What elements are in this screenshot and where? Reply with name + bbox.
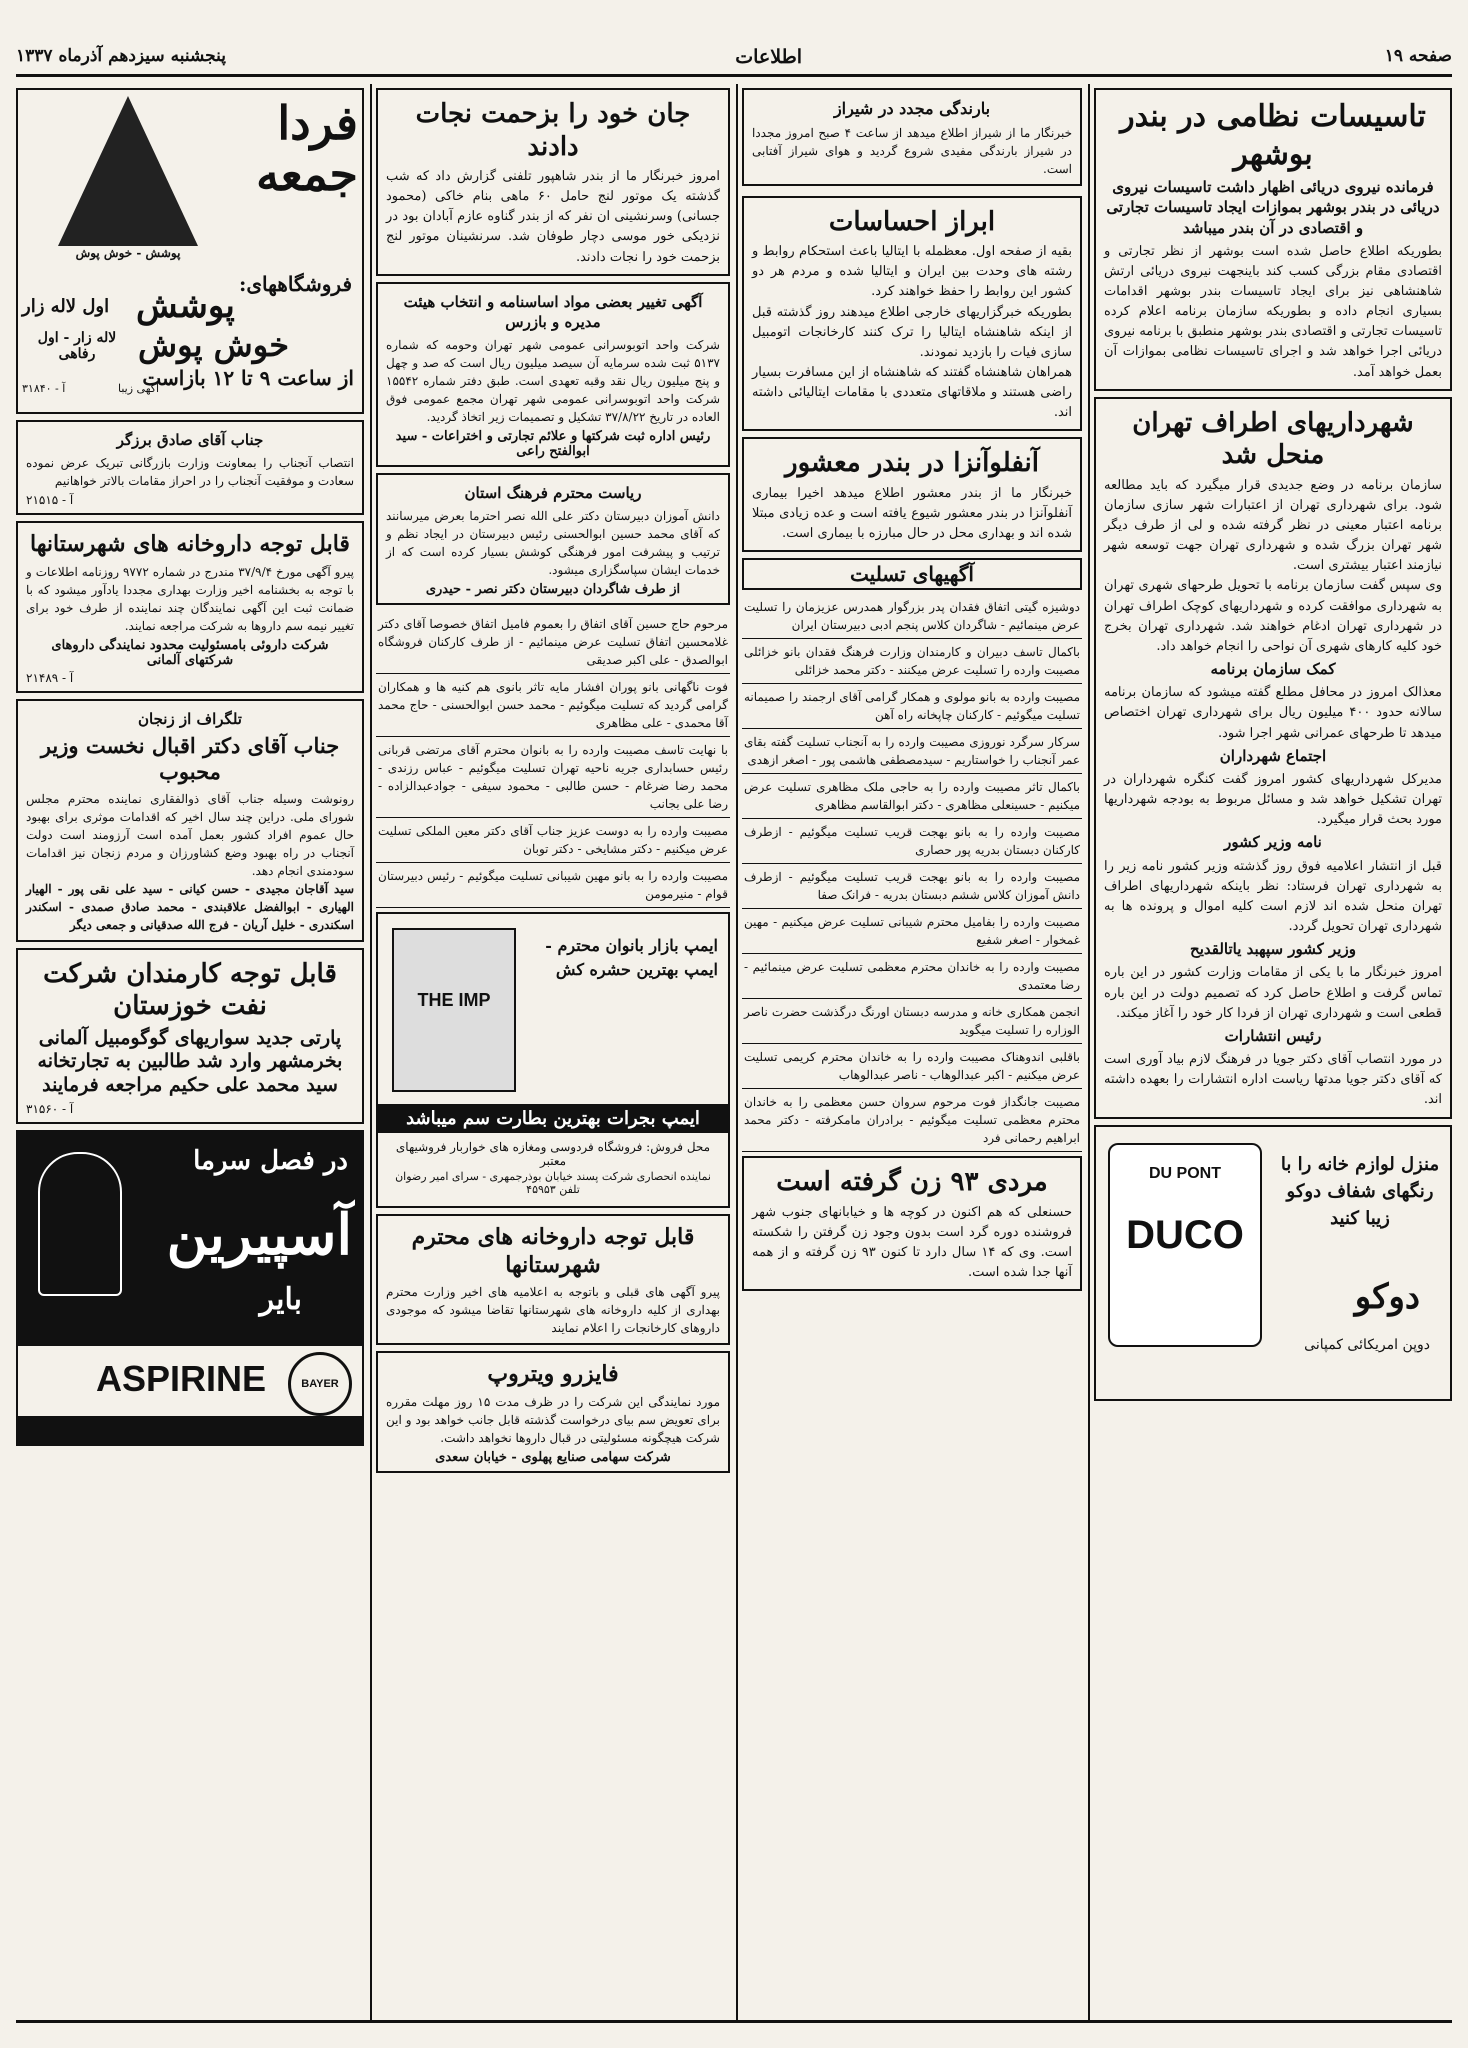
- duco-logo: DUCO: [1126, 1212, 1244, 1257]
- military-article: [1094, 88, 1452, 391]
- condolence-notice: مرحوم حاج حسین آقای اتفاق را بعموم فامیل اتفاق خصوصا آقای دکتر غلامحسین اتفاق تسلیت عرض مینمائیم - از طرف کارکنان فروشگاه ابوالصدق - علی اکبر صدیقی: [376, 611, 730, 674]
- aspirin-season: در فصل سرما: [193, 1145, 348, 1176]
- insecticide-can-icon: [392, 928, 516, 1092]
- condolence-notice: مصیبت وارده را به خاندان محترم معظمی تسلیت عرض مینمائیم - رضا معتمدی: [742, 954, 1082, 999]
- notice-body: دانش آموزان دبیرستان دکتر علی الله نصر احترما بعرض میرسانند که آقای محمد حسین ابوالحسنی رئیس دبیرستان در ایجاد نظم و ترتیب و پیشرفت امور فرهنگی کوشش بسیار کرده است که از خدمات ایشان سپاسگزاری میشود.: [386, 509, 720, 578]
- ad-title: قابل توجه کارمندان شرکت نفت خوزستان: [43, 958, 337, 1021]
- article-body: امروز خبرنگار ما با یکی از مقامات وزارت کشور در این باره تماس گرفت و اطلاع حاصل کرد که تصمیم دولت در این باره قطعی است و شهرداری تهران از فردا کار خود را آغاز میکند.: [1104, 965, 1442, 1021]
- condolence-notice: با نهایت تاسف مصیبت وارده را به بانوان محترم آقای مرتضی قربانی رئیس حسابداری جریه ناحیه تهران تسلیت میگوئیم - عباس رزندی - محمد رضا ضرغام - حسن طالبی - محمود سیفی - جوادعبدالزاده - رضا علی بجانب: [376, 737, 730, 818]
- column-divider: [1088, 84, 1090, 2020]
- notice-title: فایزرو ویتروپ: [487, 1361, 619, 1388]
- aspirin-name: آسپیرین: [166, 1201, 352, 1268]
- notice-title: جناب آقای صادق برزگر: [116, 431, 264, 449]
- column-middle-right: [742, 84, 1082, 2020]
- duco-slogan: منزل لوازم خانه را با رنگهای شفاف دوکو زیبا کنید: [1280, 1153, 1440, 1229]
- article-body: خبرنگار ما از شیراز اطلاع میدهد از ساعت ۴ صبح امروز مجددا در شیراز بارندگی مفیدی شروع گردید و هوای شیراز آفتابی است.: [752, 125, 1072, 176]
- article-body: بطوریکه اطلاع حاصل شده است بوشهر از نظر تجارتی و اقتصادی مقام بزرگی کسب کند باینجهت نیروی دریائی ارتش شاهنشاهی نیز برای ایجاد تاسیسات بندر بوشهر اقدامات بسیاری انجام داده و بطوریکه سازمان برنامه اعلام کرده تاسیسات تجارتی و اقتصادی بندر بوشهر منطبق با برنامه نیروی دریائی اجرا خواهد شد و اجرای تاسیسات نظامی بموازات آن بعمل خواهد آمد.: [1104, 243, 1442, 380]
- notice-body: پیرو آگهی های قبلی و باتوجه به اعلامیه های اخیر وزارت محترم بهداری از کلیه داروخانه های شهرستانها تقاضا میشود که موجودی داروهای کارخانجات را اعلام نمایند: [386, 1285, 720, 1336]
- aspirin-bayer: بایر: [259, 1281, 302, 1317]
- duco-distributor: دوپن امریکائی کمپانی: [1304, 1336, 1430, 1353]
- article-body: بطوریکه خبرگزاریهای خارجی اطلاع میدهند روز گذشته قبل از اینکه شاهنشاه ایتالیا را ترک کنند کارخانجات اتومبیل سازی فیات را بازدید نمودند.: [752, 304, 1072, 360]
- registry-notice: [376, 282, 730, 468]
- notice-title: ریاست محترم فرهنگ استان: [464, 484, 642, 503]
- municipality-article: [1094, 397, 1452, 1119]
- condolence-notice: مصیبت وارده را به بانو بهجت قریب تسلیت میگوئیم - ازطرف کارکنان دبستان بدریه پور حصاری: [742, 819, 1082, 864]
- marriage-article: [742, 1156, 1082, 1291]
- ad-code: آ - ۲۱۴۸۹: [26, 670, 74, 685]
- condolence-notice: مصیبت وارده را به بانو بهجت قریب تسلیت میگوئیم - ازطرف دانش آموزان کلاس ششم دبستان بدریه - فرانک صفا: [742, 864, 1082, 909]
- notice-body: انتصاب آنجناب را بمعاونت وزارت بازرگانی تبریک عرض نموده سعادت و موفقیت آنجناب را در احراز مقامات بالاتر خواهانیم: [26, 456, 354, 489]
- notice-signature: رئیس اداره ثبت شرکتها و علائم تجارتی و اختراعات - سید ابوالفتح راعی: [395, 429, 711, 460]
- condolences-list: [376, 611, 730, 908]
- notice-signature: شرکت سهامی صنایع پهلوی - خیابان سعدی: [435, 1449, 671, 1465]
- vitrop-notice: [376, 1351, 730, 1473]
- article-headline: آنفلوآنزا در بندر معشور: [785, 448, 1039, 479]
- condolence-notice: مصیبت وارده را بفامیل محترم شیبانی تسلیت عرض میکنیم - مهین غمخوار - اصغر شفیع: [742, 909, 1082, 954]
- store-address: اول لاله زار: [22, 296, 110, 317]
- article-body: حسنعلی که هم اکنون در کوچه ها و خیابانهای جنوب شهر فروشنده دوره گرد است بدون وجود زن گرفتن را شکسته است. وی که ۱۴ سال دارد تا کنون ۹۳ زن گرفته و از همه آنها جدا شده است.: [752, 1204, 1072, 1281]
- condolences-heading: آگهیهای تسلیت: [742, 558, 1082, 590]
- article-headline: بارندگی مجدد در شیراز: [833, 99, 991, 118]
- article-body: خبرنگار ما از بندر معشور اطلاع میدهد اخیرا بیماری آنفلوآنزا در بندر معشور شیوع یافته است و عده زیادی مبتلا شده اند و بهداری محل در حال مبارزه با بیماری است.: [752, 485, 1072, 542]
- article-headline: مردی ۹۳ زن گرفته است: [776, 1167, 1048, 1198]
- column-middle-left: [376, 84, 730, 2020]
- article-body: بقیه از صفحه اول. معظمله با ایتالیا باعث استحکام روابط و رشته های وحدت بین ایران و ایتالیا شده و مردم هر دو کشور این روابط را حفظ خواهند کرد.: [752, 244, 1072, 300]
- condolence-notice: مصیبت جانگداز فوت مرحوم سروان حسن معظمی را به خاندان محترم معظمی تسلیت میگوئیم - برادران مامکرفته - دکتر محمد ابراهیم رحمانی فرد: [742, 1089, 1082, 1152]
- header-rule: [16, 74, 1452, 77]
- condolence-notice: دوشیزه گیتی اتفاق فقدان پدر بزرگوار همدرس عزیزمان را تسلیت عرض مینمائیم - شاگردان کلاس پنجم ادبی دبیرستان ایران: [742, 594, 1082, 639]
- article-subhead: اجتماع شهرداران: [1219, 746, 1327, 765]
- aspirine-logo: ASPIRINE: [95, 1357, 266, 1399]
- condolence-notice: مصیبت وارده به بانو مولوی و همکار گرامی آقای ارجمند را صمیمانه تسلیت میگوئیم - کارکنان چاپخانه راه آهن: [742, 684, 1082, 729]
- ad-agency: آگهی زیبا: [118, 382, 160, 395]
- issue-date: پنجشنبه سیزدهم آذرماه ۱۳۳۷: [16, 46, 226, 66]
- dupont-logo: DU PONT: [1149, 1164, 1221, 1182]
- store-name: خوش پوش: [138, 326, 290, 364]
- article-headline: شهرداریهای اطراف تهران منحل شد: [1132, 407, 1414, 471]
- article-headline: تاسیسات نظامی در بندر بوشهر: [1120, 99, 1426, 172]
- condolence-notice: سرکار سرگرد نوروزی مصیبت وارده را به آنجناب تسلیت گفته بقای عمر آنجناب را خواستاریم - سیدمصطفی هاشمی پور - اصغر ازهدی: [742, 729, 1082, 774]
- ad-friday: [256, 96, 358, 201]
- aspirin-footer: [18, 1346, 362, 1416]
- newspaper-name: اطلاعات: [735, 46, 802, 68]
- article-subhead: نامه وزیر کشور: [1224, 833, 1322, 852]
- article-body: همراهان شاهنشاه گفتند که شاهنشاه از این مسافرت بسیار راضی هستند و ملاقاتهای متعددی با مقامات ایتالیائی داشته اند.: [752, 364, 1072, 421]
- condolence-notice: فوت ناگهانی بانو پوران افشار مایه تاثر بانوی هم کنیه ها و همکاران گرامی گردید که تسلیت میگوئیم - محمد حسن ابوالحسنی - حاج محمد آقا محمدی - علی مظاهری: [376, 674, 730, 737]
- duco-advertisement: [1094, 1125, 1452, 1401]
- notice-body: شرکت واحد اتوبوسرانی عمومی شهر تهران وحومه که شماره ۵۱۳۷ ثبت شده سرمایه آن سیصد میلیون ریال است که صد و چهل و پنج میلیون ریال نقد وقبه تعهدی است. طبق دفتر شماره ۱۵۵۴۲ شرکت واحد اتوبوسرانی عمومی شهر تهران مجمع عمومی فوق العاده در تاریخ ۳۷/۸/۲۲ تشکیل و تصمیمات زیر اتخاذ گردید.: [386, 338, 720, 425]
- aspirin-advertisement: [16, 1130, 364, 1446]
- footer-rule: [16, 2020, 1452, 2023]
- column-divider: [736, 84, 738, 2020]
- emotions-article: [742, 196, 1082, 432]
- article-subhead: وزیر کشور سپهبد یاتالقدیح: [1190, 940, 1356, 959]
- imp-slogan: ایمپ بازار بانوان محترم - ایمپ بهترین حشره کش: [545, 936, 718, 980]
- flu-article: [742, 437, 1082, 552]
- notice-body: پیرو آگهی مورخ ۳۷/۹/۴ مندرج در شماره ۹۷۷۲ روزنامه اطلاعات و با توجه به بخشنامه اخیر وزارت بهداری مجددا یادآور میشود که با ضمانت ثبت این آگهی نمایندگان چند نماینده از طرف خود برای تغییر نیمه سم داروها به شرکت مراجعه نمایند.: [26, 564, 355, 633]
- article-body: وی سپس گفت سازمان برنامه با تحویل طرحهای شهری تهران به شهرداری موافقت کرده و شهرداریهای کوچک اطراف تهران در شهرداری تهران ادغام خواهند شد. شهرداری تهران بخرج خود کلیه کارهای شهری آن نواحی را انجام خواهد داد.: [1104, 578, 1442, 654]
- article-body: قبل از انتشار اعلامیه فوق روز گذشته وزیر کشور نامه زیر را به شهرداری تهران فرستاد: نظر باینکه شهرداریهای اطراف تهران منحل شده اند لازم است کلیه اموال و پرونده ها به شهرداری تهران تحویل گردد.: [1104, 858, 1442, 935]
- paint-can-icon: [1108, 1143, 1262, 1347]
- ad-code: آ - ۲۱۵۱۵: [26, 493, 74, 508]
- condolences-list: [742, 594, 1082, 1152]
- bayer-cross-icon: BAYER: [288, 1352, 352, 1416]
- notice-title: قابل توجه داروخانه های محترم شهرستانها: [411, 1224, 695, 1278]
- article-headline: ابراز احساسات: [828, 206, 996, 237]
- article-body: در مورد انتصاب آقای دکتر جویا در فرهنگ لازم بیاد آوری است که آقای دکتر جویا مدتها ریاست اداره انتشارات را بعهده داشته اند.: [1104, 1052, 1442, 1108]
- imp-banner: ایمپ بجرات بهترین بطارت سم میباشد: [378, 1104, 728, 1133]
- telegram-notice: [16, 699, 364, 942]
- article-headline: جان خود را بزحمت نجات دادند: [415, 99, 691, 162]
- notice-signature: شرکت داروئی بامسئولیت محدود نمایندگی داروهای شرکتهای آلمانی: [51, 637, 329, 668]
- article-body: معذالک امروز در محافل مطلع گفته میشود که سازمان برنامه سالانه حدود ۴۰۰ میلیون ریال برای شهرداری تهران اختصاص میدهد تا طرحهای عمرانی شهر اجرا شود.: [1104, 685, 1442, 741]
- duco-name: دوکو: [1354, 1276, 1420, 1317]
- condolence-notice: باکمال تاسف دبیران و کارمندان وزارت فرهنگ فقدان بانو خزائلی مصیبت وارده را تسلیت عرض میکنند - دکتر محمد خزائلی: [742, 639, 1082, 684]
- telegram-label: تلگراف از زنجان: [138, 709, 242, 728]
- page-header: [16, 46, 1452, 72]
- congrats-notice: [16, 420, 364, 515]
- family-logo-icon: [58, 96, 198, 260]
- pharmacy-notice: [376, 1214, 730, 1345]
- pharmacy-notice-2: [16, 521, 364, 693]
- imp-sales: محل فروش: فروشگاه فردوسی ومغازه های خواربار فروشیهای معتبر: [395, 1140, 711, 1169]
- telegram-title: جناب آقای دکتر اقبال نخست وزیر محبوب: [40, 733, 340, 785]
- store-address: لاله زار - اول رفاهی: [37, 330, 117, 362]
- condolence-notice: مصیبت وارده را به دوست عزیز جناب آقای دکتر معین الملکی تسلیت عرض میکنیم - دکتر مشایخی - دکتر توبان: [376, 818, 730, 863]
- page-number: صفحه ۱۹: [1384, 46, 1452, 66]
- imp-advertisement: [376, 912, 730, 1208]
- article-body: مدیرکل شهرداریهای کشور امروز گفت کنگره شهرداران در تهران تشکیل خواهد شد و مسائل مربوط به بودجه شهرداریها مورد بحث قرار میگیرد.: [1104, 771, 1442, 828]
- imp-logo: THE IMP: [417, 990, 491, 1011]
- condolence-notice: انجمن همکاری خانه و مدرسه دبستان اورنگ درگذشت حضرت ناصر الوزاره را تسلیت میگوید: [742, 999, 1082, 1044]
- ad-code: آ - ۳۱۸۴۰: [22, 382, 66, 395]
- stores-label: فروشگاههای:: [238, 272, 352, 296]
- condolence-notice: باکمال تاثر مصیبت وارده را به حاجی ملک مظاهری تسلیت عرض میکنیم - حسینعلی مظاهری - دکتر ابوالقاسم مظاهری: [742, 774, 1082, 819]
- ad-farda: فردا: [277, 96, 358, 150]
- column-right: [1094, 84, 1452, 2020]
- khuzestan-advertisement: [16, 948, 364, 1124]
- condolence-notice: باقلبی اندوهناک مصیبت وارده را به خاندان محترم کریمی تسلیت عرض میکنیم - اکبر عبدالوهاب - ناصر عبدالوهاب: [742, 1044, 1082, 1089]
- store-hours: از ساعت ۹ تا ۱۲ بازاست: [142, 366, 354, 390]
- notice-title: قابل توجه داروخانه های شهرستانها: [30, 531, 350, 558]
- column-left: [16, 84, 364, 2020]
- article-subhead: رئیس انتشارات: [1224, 1026, 1322, 1045]
- rescue-article: [376, 88, 730, 276]
- thanks-notice: [376, 473, 730, 605]
- notice-title: آگهی تغییر بعضی مواد اساسنامه و انتخاب هیئت مدیره و بازرس: [403, 292, 703, 331]
- condolence-notice: مصیبت وارده را به بانو مهین شیبانی تسلیت میگوئیم - رئیس دبیرستان قوام - منیرمومن: [376, 863, 730, 908]
- ad-jomeh: جمعه: [256, 146, 358, 201]
- store-name: پوشش: [136, 286, 235, 326]
- telegram-body: رونوشت وسیله جناب آقای ذوالفقاری نماینده محترم مجلس شورای ملی. دراین چند سال اخیر که اقدامات موثری برای بهبود حال عموم افراد کشور بعمل آمده است آرزومند است دولت آنجناب در راه بهبود وضع کشاورزان و مردم زنجان نیز اقدامات سودمندی انجام دهد.: [26, 791, 354, 878]
- column-divider: [370, 84, 372, 2020]
- ad-body: پارتی جدید سواریهای گوگومبیل آلمانی بخرمشهر وارد شد طالبین به تجارتخانه سید محمد علی حکیم مراجعه فرمایند: [37, 1026, 343, 1096]
- article-body: امروز خبرنگار ما از بندر شاهپور تلفنی گزارش داد که شب گذشته یک موتور لنج حامل ۶۰ ماهی بنام خاکی (محمود جسانی) وسرنشینی ان نفر که از بندر گناوه عازم آبادان بود در نزدیکی خور موسی دچار طوفان شد. سرنشینان موتور لنج بزحمت خود را نجات دادند.: [386, 169, 720, 265]
- article-subhead: کمک سازمان برنامه: [1210, 660, 1336, 678]
- article-subheadline: فرمانده نیروی دریائی اظهار داشت تاسیسات نیروی دریائی در بندر بوشهر بموازات ایجاد تاسیسات تجارتی و اقتصادی در آن بندر میباشد: [1106, 178, 1440, 237]
- person-figure-icon: [38, 1152, 122, 1296]
- notice-body: مورد نمایندگی این شرکت را در ظرف مدت ۱۵ روز مهلت مقرره برای تعویض سم بیای درخواست گذشته قابل جانب خواهد بود و این شرکت هیچگونه مسئولیتی در قبال داروها نخواهد داشت.: [386, 1394, 720, 1445]
- notice-signature: از طرف شاگردان دبیرستان دکتر نصر - حیدری: [425, 582, 681, 598]
- article-body: سازمان برنامه در وضع جدیدی قرار میگیرد که باید مطالعه شود. برای شهرداری تهران از اعتبارات شهر سازی سازمان برنامه اعتبار معینی در نظر گرفته شده و لی از طرف دیگر شهر تهران بزرگ شده و شهرداری تهران جهت توسعه شهر نیازمند اعتبار بیشتری است.: [1104, 477, 1442, 574]
- clothing-advertisement: [16, 88, 364, 414]
- imp-address: نماینده انحصاری شرکت پسند خیابان بوذرجمهری - سرای امیر رضوان تلفن ۴۵۹۵۳: [395, 1170, 711, 1197]
- top-pair: [742, 84, 1082, 192]
- telegram-signatures: سید آقاجان مجیدی - حسن کیانی - سید علی نقی پور - الهیار الهیاری - ابوالفضل علاقبندی - محمد صادق صمدی - اسکندر اسکندری - خلیل آریان - فرج الله صدقیانی و جمعی دیگر: [26, 881, 354, 932]
- rain-article: [742, 88, 1082, 186]
- logo-caption: پوشش - خوش پوش: [75, 246, 181, 260]
- ad-code: آ - ۳۱۵۶۰: [26, 1101, 74, 1116]
